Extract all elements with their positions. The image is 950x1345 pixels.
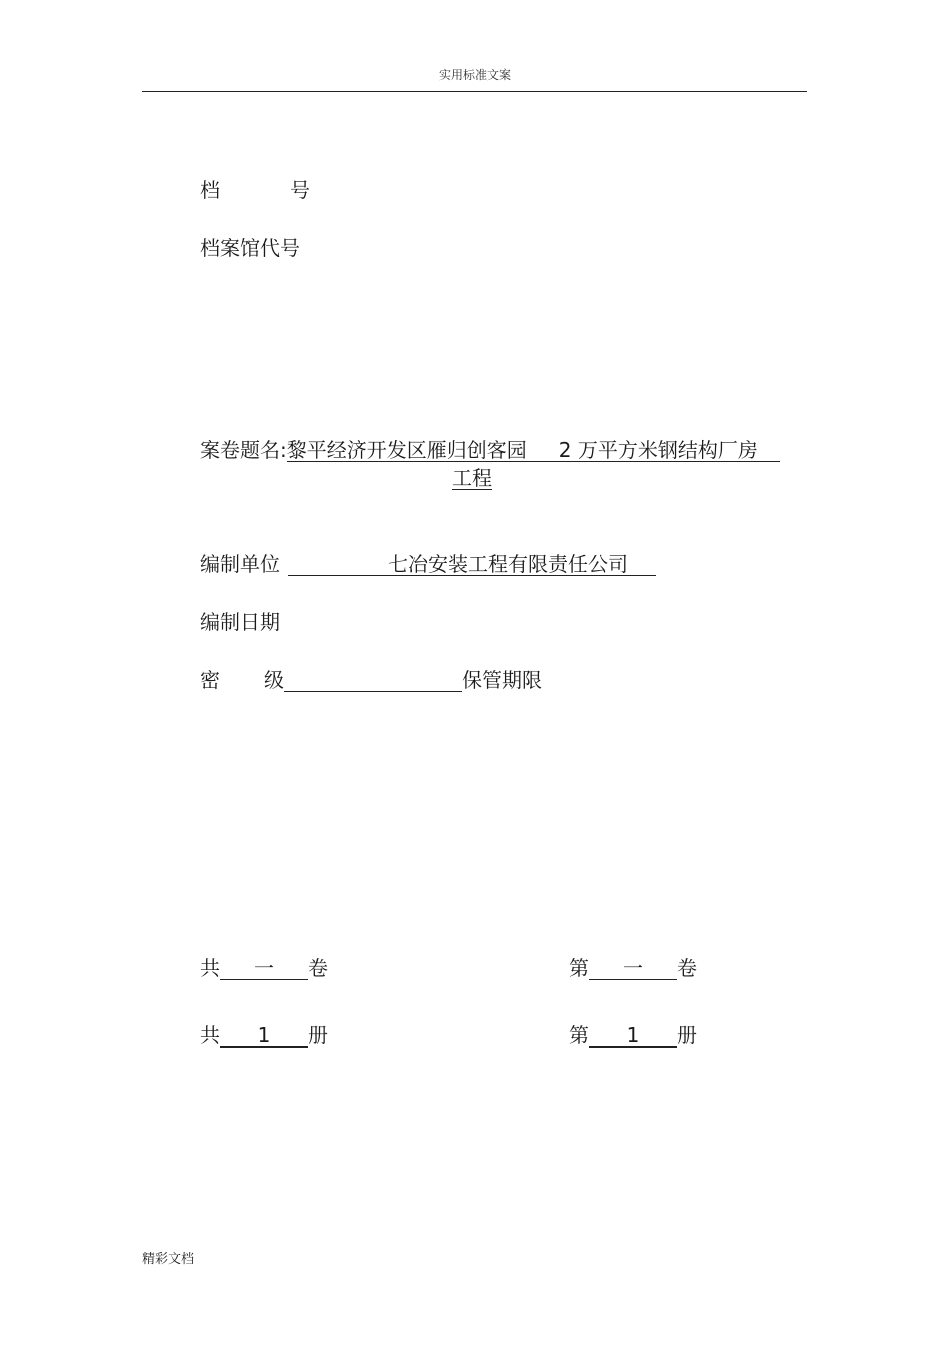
total-books-prefix: 共	[200, 1023, 220, 1047]
compiling-unit-label: 编制单位	[200, 552, 280, 576]
total-books-row	[200, 1023, 328, 1048]
archive-number-label-b: 号	[290, 178, 310, 202]
header-divider	[142, 91, 807, 92]
security-level-blank	[284, 669, 462, 692]
volume-index-value: 一	[589, 957, 677, 980]
archive-number-row	[200, 178, 310, 202]
archive-code-label: 档案馆代号	[200, 236, 300, 260]
book-index-prefix: 第	[569, 1023, 589, 1047]
file-title-label: 案卷题名:	[200, 438, 287, 462]
compiling-unit-value-field	[288, 553, 656, 576]
total-volumes-prefix: 共	[200, 956, 220, 980]
total-volumes-suffix: 卷	[308, 956, 328, 980]
file-title-row	[200, 438, 780, 462]
compiling-unit-row	[200, 552, 656, 576]
book-index-row	[569, 1023, 697, 1048]
security-level-row	[200, 668, 542, 692]
page-header-title: 实用标准文案	[438, 68, 511, 82]
retention-period-label: 保管期限	[462, 668, 542, 692]
total-volumes-value: 一	[220, 957, 308, 980]
file-title-value-line1	[287, 439, 780, 462]
total-volumes-row	[200, 956, 328, 980]
volume-index-row	[569, 956, 697, 980]
book-index-suffix: 册	[677, 1023, 697, 1047]
file-title-value-part-a: 黎平经济开发区雁归创客园	[286, 438, 527, 462]
total-books-value: 1	[220, 1024, 308, 1048]
file-title-value-line2: 工程	[452, 466, 492, 490]
security-label-b: 级	[264, 668, 284, 692]
compiling-unit-value: 七冶安装工程有限责任公司	[388, 552, 628, 576]
volume-index-suffix: 卷	[677, 956, 697, 980]
volume-index-prefix: 第	[569, 956, 589, 980]
security-label-a: 密	[200, 668, 220, 692]
total-books-suffix: 册	[308, 1023, 328, 1047]
page-footer-text: 精彩文档	[142, 1252, 195, 1267]
book-index-value: 1	[589, 1024, 677, 1048]
compiling-date-label: 编制日期	[200, 610, 280, 634]
file-title-value-part-b: 2 万平方米钢结构厂房	[558, 438, 758, 462]
archive-number-label-a: 档	[200, 178, 220, 202]
file-title-line2-row	[452, 466, 492, 490]
